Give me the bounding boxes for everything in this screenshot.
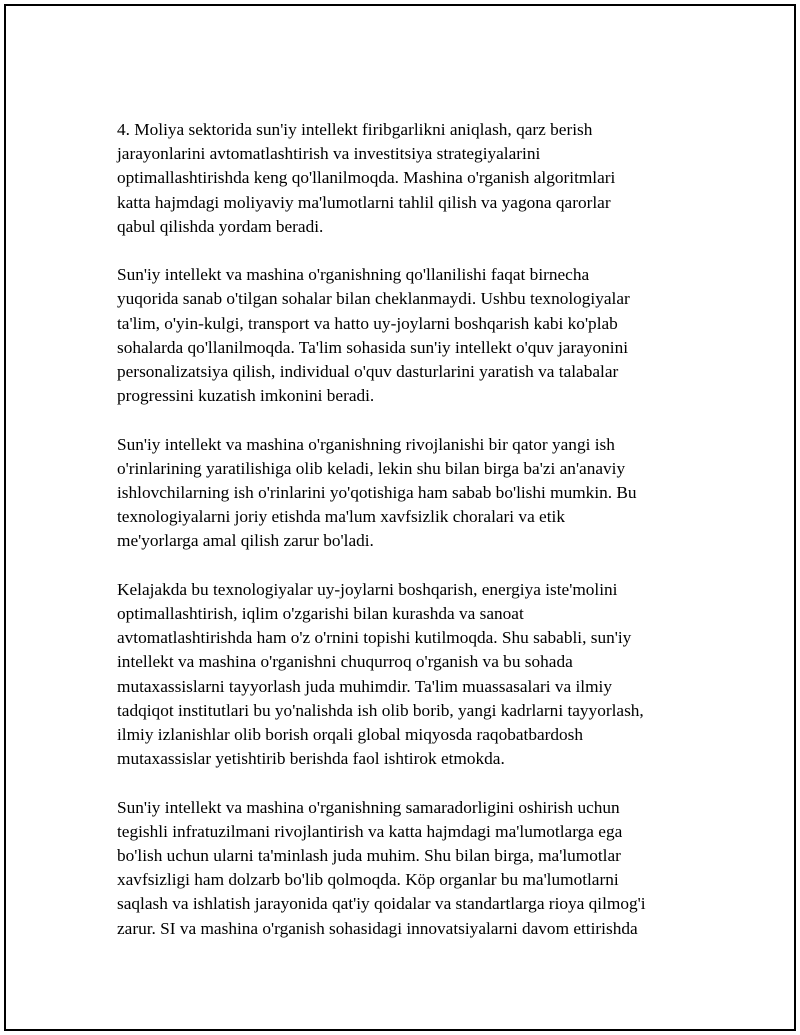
text-line: ta'lim, o'yin-kulgi, transport va hatto uy-joylarni boshqarish kabi ko'plab bbox=[117, 313, 618, 333]
text-line: jarayonlarini avtomatlashtirish va investitsiya strategiyalarini bbox=[117, 144, 541, 164]
text-line: optimallashtirish, iqlim o'zgarishi bilan kurashda va sanoat bbox=[117, 604, 524, 624]
text-line: Kelajakda bu texnologiyalar uy-joylarni boshqarish, energiya iste'molini bbox=[117, 579, 618, 599]
text-line: katta hajmdagi moliyaviy ma'lumotlarni tahlil qilish va yagona qarorlar bbox=[117, 192, 611, 212]
text-line: mutaxassislarni tayyorlash juda muhimdir. Ta'lim muassasalari va ilmiy bbox=[117, 676, 612, 696]
text-line: texnologiyalarni joriy etishda ma'lum xavfsizlik choralari va etik bbox=[117, 507, 565, 527]
text-line: zarur. SI va mashina o'rganish sohasidagi innovatsiyalarni davom ettirishda bbox=[117, 918, 638, 938]
text-line: ilmiy izlanishlar olib borish orqali global miqyosda raqobatbardosh bbox=[117, 725, 584, 745]
text-line: intellekt va mashina o'rganishni chuqurroq o'rganish va bu sohada bbox=[117, 652, 573, 672]
text-line: bo'lish uchun ularni ta'minlash juda muhim. Shu bilan birga, ma'lumotlar bbox=[117, 846, 621, 866]
paragraph-application-scope bbox=[117, 263, 685, 408]
text-line: avtomatlashtirishda ham o'z o'rnini topishi kutilmoqda. Shu sababli, sun'iy bbox=[117, 628, 632, 648]
text-line: yuqorida sanab o'tilgan sohalar bilan cheklanmaydi. Ushbu texnologiyalar bbox=[117, 289, 630, 309]
paragraph-jobs-impact bbox=[117, 433, 685, 554]
text-line: personalizatsiya qilish, individual o'quv dasturlarini yaratish va talabalar bbox=[117, 362, 619, 382]
document-body bbox=[117, 118, 685, 941]
text-line: Sun'iy intellekt va mashina o'rganishning rivojlanishi bir qator yangi ish bbox=[117, 434, 615, 454]
paragraph-infrastructure bbox=[117, 796, 685, 941]
paragraph-future-outlook bbox=[117, 578, 685, 772]
paragraph-finance-sector bbox=[117, 118, 685, 239]
text-line: ishlovchilarning ish o'rinlarini yo'qotishiga ham sabab bo'lishi mumkin. Bu bbox=[117, 483, 637, 503]
text-line: Sun'iy intellekt va mashina o'rganishning qo'llanilishi faqat birnecha bbox=[117, 265, 590, 285]
text-line: tadqiqot institutlari bu yo'nalishda ish olib borib, yangi kadrlarni tayyorlash, bbox=[117, 700, 644, 720]
text-line: me'yorlarga amal qilish zarur bo'ladi. bbox=[117, 531, 374, 551]
text-line: 4. Moliya sektorida sun'iy intellekt firibgarlikni aniqlash, qarz berish bbox=[117, 120, 593, 139]
text-line: qabul qilishda yordam beradi. bbox=[117, 216, 324, 236]
text-line: saqlash va ishlatish jarayonida qat'iy qoidalar va standartlarga rioya qilmog'i bbox=[117, 894, 646, 914]
text-line: tegishli infratuzilmani rivojlantirish va katta hajmdagi ma'lumotlarga ega bbox=[117, 821, 623, 841]
text-line: Sun'iy intellekt va mashina o'rganishning samaradorligini oshirish uchun bbox=[117, 797, 620, 817]
text-line: sohalarda qo'llanilmoqda. Ta'lim sohasida sun'iy intellekt o'quv jarayonini bbox=[117, 337, 629, 357]
text-line: optimallashtirishda keng qo'llanilmoqda. Mashina o'rganish algoritmlari bbox=[117, 168, 616, 188]
text-line: o'rinlarining yaratilishiga olib keladi, lekin shu bilan birga ba'zi an'anaviy bbox=[117, 458, 626, 478]
text-line: xavfsizligi ham dolzarb bo'lib qolmoqda. Köp organlar bu ma'lumotlarni bbox=[117, 870, 619, 890]
text-line: mutaxassislar yetishtirib berishda faol ishtirok etmokda. bbox=[117, 749, 505, 769]
text-line: progressini kuzatish imkonini beradi. bbox=[117, 386, 375, 406]
